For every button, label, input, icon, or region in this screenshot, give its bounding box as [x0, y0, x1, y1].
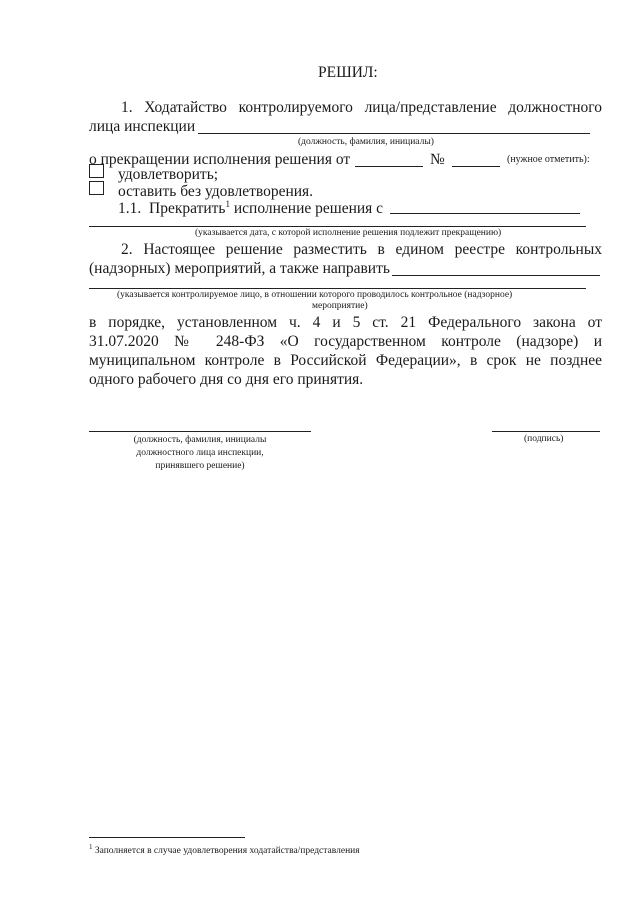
- item2-line1: 2. Настоящее решение разместить в едином реестре контрольных: [121, 241, 602, 258]
- termination-date-full-line: [89, 226, 586, 227]
- reject-option-label: оставить без удовлетворения.: [118, 183, 314, 200]
- item2-body-line3: муниципальном контроле в Российской Федерации», в срок не позднее: [89, 352, 602, 369]
- item2-body-line1: в порядке, установленном ч. 4 и 5 ст. 21 Федерального закона от: [89, 314, 602, 331]
- footnote-ref: 1: [225, 199, 230, 209]
- satisfy-checkbox[interactable]: [89, 164, 104, 178]
- select-note: (нужное отметить):: [507, 154, 590, 165]
- official-caption-row2: должностного лица инспекции,: [136, 448, 264, 458]
- item11-number: 1.1.: [118, 200, 142, 218]
- signature-caption: (подпись): [524, 434, 564, 444]
- signature-line: [492, 431, 600, 432]
- item2-body-line4: одного рабочего дня со дня его принятия.: [89, 371, 364, 388]
- item1-line3-label: о прекращении исполнения решения от: [89, 151, 351, 168]
- decision-date-blank: [355, 166, 423, 167]
- recipient-blank: [392, 275, 600, 276]
- reject-checkbox[interactable]: [89, 181, 104, 195]
- termination-date-caption: (указывается дата, с которой исполнение решения подлежит прекращению): [195, 228, 502, 238]
- decision-heading: РЕШИЛ:: [318, 64, 378, 81]
- item1-line2-label: лица инспекции: [89, 118, 196, 135]
- official-caption: (должность, фамилия, инициалы): [298, 137, 434, 147]
- recipient-caption-line2: мероприятие): [312, 301, 368, 311]
- official-caption-row3: принявшего решение): [155, 461, 245, 471]
- footnote-mark: 1: [89, 843, 93, 851]
- number-sign: №: [430, 151, 445, 168]
- item2-line2-label: (надзорных) мероприятий, а также направить: [89, 260, 390, 277]
- recipient-full-line: [89, 288, 586, 289]
- official-signature-caption: [100, 434, 300, 473]
- item11-verb: Прекратить: [149, 200, 226, 218]
- decision-number-blank: [452, 166, 500, 167]
- satisfy-option-label: удовлетворить;: [118, 166, 219, 183]
- item11-text: [118, 199, 383, 218]
- recipient-caption-line1: (указывается контролируемое лицо, в отношении которого проводилось контрольное (надзорное): [117, 290, 513, 300]
- termination-date-blank: [390, 213, 580, 214]
- item2-body-line2: 31.07.2020 № 248-ФЗ «О государственном контроле (надзоре) и: [89, 333, 602, 350]
- official-caption-row1: (должность, фамилия, инициалы: [133, 435, 267, 445]
- official-name-blank: [198, 133, 590, 134]
- official-signature-line: [89, 431, 311, 432]
- footnote-separator: [89, 837, 245, 838]
- item1-line1: 1. Ходатайство контролируемого лица/представление должностного: [121, 99, 602, 116]
- footnote-text: [89, 843, 360, 856]
- footnote-body: Заполняется в случае удовлетворения ходатайства/представления: [94, 846, 360, 857]
- item11-rest: исполнение решения с: [233, 200, 384, 218]
